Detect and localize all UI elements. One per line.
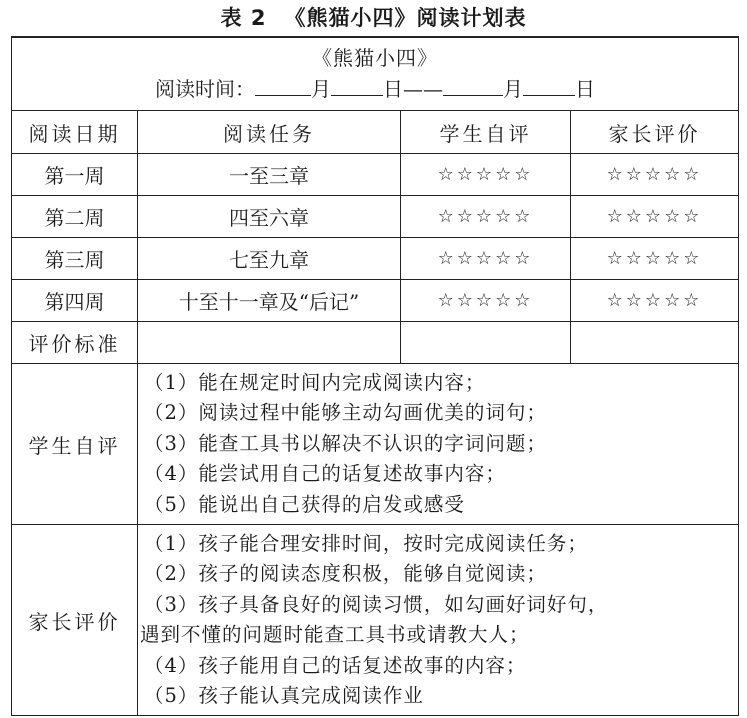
- table-row: [12, 280, 739, 322]
- start-day-unit: 日: [383, 77, 403, 101]
- list-item: （2）孩子的阅读态度积极，能够自觉阅读；: [144, 562, 547, 585]
- list-item: （1）孩子能合理安排时间，按时完成阅读任务；: [144, 531, 588, 555]
- caption-number: 表 2: [220, 6, 267, 30]
- student-rating-stars: ☆☆☆☆☆: [401, 238, 571, 280]
- week-task: 七至九章: [138, 238, 401, 280]
- parent-rating-stars: ☆☆☆☆☆: [571, 196, 739, 238]
- end-month-blank: [443, 75, 503, 96]
- student-section-label: 学生自评: [12, 364, 138, 525]
- student-criteria-row: [12, 364, 739, 525]
- week-date: 第二周: [12, 196, 138, 238]
- header-task: 阅读任务: [138, 111, 401, 154]
- table-row: [12, 196, 739, 238]
- table-row: [12, 154, 739, 196]
- student-rating-stars: ☆☆☆☆☆: [401, 280, 571, 322]
- book-title: 《熊猫小四》: [312, 46, 438, 70]
- week-date: 第一周: [12, 154, 138, 196]
- week-date: 第四周: [12, 280, 138, 322]
- header-date: 阅读日期: [12, 111, 138, 154]
- header-student-eval: 学生自评: [401, 111, 571, 154]
- parent-criteria-row: [12, 525, 739, 716]
- student-criteria-list: [138, 364, 739, 525]
- criteria-empty-cell: [401, 322, 571, 364]
- reading-plan-table: [11, 36, 739, 716]
- list-item: （1）能在规定时间内完成阅读内容；: [144, 370, 486, 394]
- list-item: （4）能尝试用自己的话复述故事内容；: [144, 462, 506, 486]
- table-title-cell: [12, 37, 739, 111]
- criteria-label: 评价标准: [12, 322, 138, 364]
- week-task: 十至十一章及“后记”: [138, 280, 401, 322]
- week-task: 四至六章: [138, 196, 401, 238]
- reading-time-line: [12, 74, 738, 105]
- list-item: （3）能查工具书以解决不认识的字词问题；: [144, 431, 547, 455]
- week-task: 一至三章: [138, 154, 401, 196]
- list-item: （2）阅读过程中能够主动勾画优美的词句；: [144, 401, 547, 425]
- header-row: [12, 111, 739, 154]
- table-caption: [0, 0, 747, 36]
- list-item: （3）孩子具备良好的阅读习惯，如勾画好词好句，: [144, 592, 609, 616]
- parent-rating-stars: ☆☆☆☆☆: [571, 280, 739, 322]
- table-row: [12, 238, 739, 280]
- start-month-unit: 月: [311, 77, 331, 101]
- parent-rating-stars: ☆☆☆☆☆: [571, 154, 739, 196]
- reading-time-label: 阅读时间：: [155, 77, 255, 101]
- criteria-empty-cell: [138, 322, 401, 364]
- parent-criteria-list: [138, 525, 739, 716]
- list-item: 遇到不懂的问题时能查工具书或请教大人；: [140, 623, 530, 646]
- end-day-blank: [523, 75, 575, 96]
- start-month-blank: [255, 75, 311, 96]
- criteria-row: [12, 322, 739, 364]
- header-parent-eval: 家长评价: [571, 111, 739, 154]
- student-rating-stars: ☆☆☆☆☆: [401, 154, 571, 196]
- end-month-unit: 月: [503, 77, 523, 101]
- range-dash: ——: [403, 77, 443, 101]
- end-day-unit: 日: [575, 77, 595, 101]
- list-item: （5）孩子能认真完成阅读作业: [144, 684, 424, 707]
- list-item: （4）孩子能用自己的话复述故事的内容；: [144, 653, 527, 677]
- week-date: 第三周: [12, 238, 138, 280]
- criteria-empty-cell: [571, 322, 739, 364]
- parent-rating-stars: ☆☆☆☆☆: [571, 238, 739, 280]
- caption-title: 《熊猫小四》阅读计划表: [284, 6, 527, 30]
- start-day-blank: [331, 75, 383, 96]
- parent-section-label: 家长评价: [12, 525, 138, 716]
- list-item: （5）能说出自己获得的启发或感受: [144, 492, 465, 516]
- student-rating-stars: ☆☆☆☆☆: [401, 196, 571, 238]
